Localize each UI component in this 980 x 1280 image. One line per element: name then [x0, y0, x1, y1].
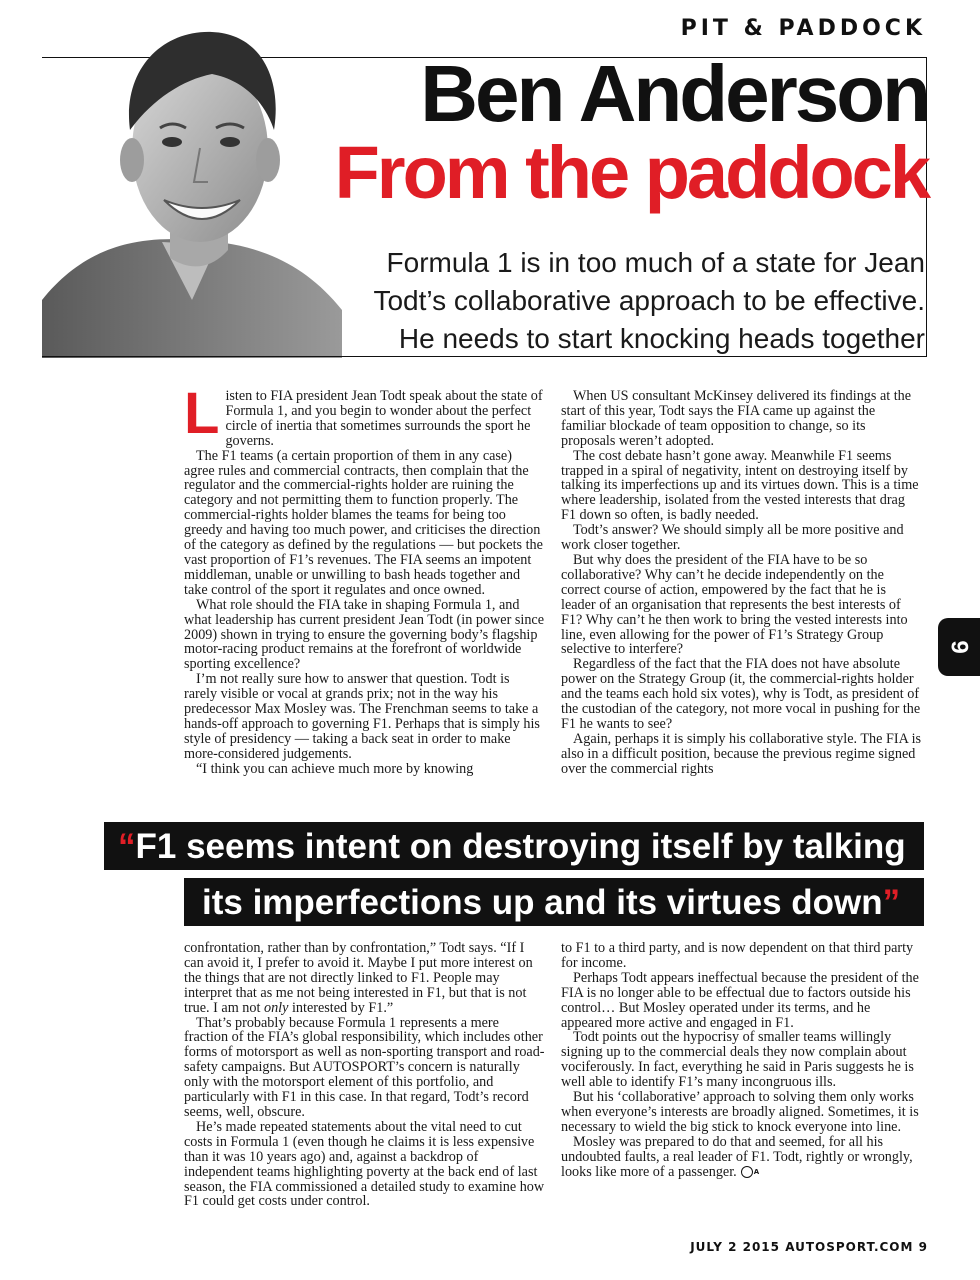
article-paragraph: Again, perhaps it is simply his collaborative style. The FIA is also in a difficult position, because the previous regime signed over the commercial rights [561, 730, 922, 777]
article-paragraph: That’s probably because Formula 1 represents a mere fraction of the FIA’s global responsibility, which includes other forms of motorsport as well as non-sporting transport and road-safety campaigns. But AUTOSPORT’s concern is naturally only with the motorsport element of this portfolio, and particularly with F1 in this case. In that regard, Todt’s record seems, well, obscure. [184, 1014, 545, 1120]
article-column-2-lower [561, 941, 923, 1180]
article-paragraph [561, 1135, 923, 1180]
article-paragraph: But why does the president of the FIA have to be so collaborative? Why can’t he decide independently on the correct course of action, empowered by the fact that he is leader of an organisation that represents the best interests of F1? Why can’t he then work to bring the vested interests into line, even allowing for the power of F1’s Strategy Group selective to interfere? [561, 551, 908, 658]
article-column-1-lower [184, 941, 546, 1209]
article-paragraph: I’m not really sure how to answer that question. Todt is rarely visible or vocal at grands prix; not in the way his predecessor Max Mosley was. The Frenchman seems to take a hands-off approach to governing F1. Perhaps that is simply his style of presidency — taking a back seat in order to make more-considered judgements. [184, 671, 540, 762]
article-paragraph: Todt points out the hypocrisy of smaller teams willingly signing up to the commercial deals they now complain about vociferously. In fact, everything he said in Paris suggests he is well able to identify F1’s many incongruous ills. [561, 1029, 914, 1091]
article-paragraph: He’s made repeated statements about the vital need to cut costs in Formula 1 (even though he claims it is less expensive than it was 10 years ago) and, against a backdrop of independent teams highlighting poverty at the back end of last season, the FIA commissioned a detailed study to examine how F1 could get costs under control. [184, 1118, 545, 1210]
author-portrait [42, 10, 352, 358]
section-label: PIT & PADDOCK [680, 16, 926, 41]
article-column-2-upper [561, 389, 923, 777]
article-paragraph: What role should the FIA take in shaping Formula 1, and what leadership has current president Jean Todt (in power since 2009) shown in trying to ensure the governing body’s flagship motor-racing product remains at the forefront of worldwide sporting excellence? [184, 596, 545, 673]
header-bottom-rule [42, 356, 927, 357]
author-name: Ben Anderson [420, 49, 928, 138]
page-number-tab [938, 618, 980, 676]
end-of-article-icon: A [741, 1166, 753, 1178]
article-paragraph: The cost debate hasn’t gone away. Meanwhile F1 seems trapped in a spiral of negativity, intent on destroying itself by talking its imperfections up and its virtues down. This is a time where leadership, isolated from the vested interests that drag F1 down so often, is badly needed. [561, 447, 919, 524]
footer-site: AUTOSPORT.COM [785, 1240, 914, 1254]
open-quote-mark: “ [118, 827, 136, 866]
article-paragraph: Regardless of the fact that the FIA does not have absolute power on the Strategy Group (it, the commercial-rights holder and the teams each hold six votes), why is Todt, as president of the custodian of the category, not more vocal in pushing for the F1 he wants to see? [561, 656, 921, 732]
drop-cap: L [184, 381, 220, 446]
pull-quote-line-1 [104, 822, 924, 870]
article-paragraph [184, 941, 546, 1016]
pull-quote-text-1: F1 seems intent on destroying itself by talking [135, 827, 906, 866]
article-paragraph: The F1 teams (a certain proportion of them in any case) agree rules and commercial contracts, then complain that the regulator and the commercial-rights holder are ruining the category and not permitting them to function properly. The commercial-rights holder blames the teams for being too greedy and having too much power, and criticises the direction of the category as defined by the regulations — but pockets the vast proportion of F1’s revenues. The FIA seems an impotent middleman, unable or unwilling to bash heads together and take control of the sport it regulates and once owned. [184, 447, 543, 598]
paragraph-text: isten to FIA president Jean Todt speak about the state of Formula 1, and you begin to wonder about the perfect circle of inertia that sometimes surrounds the sport he governs. [225, 388, 543, 449]
article-paragraph: Perhaps Todt appears ineffectual because the president of the FIA is no longer able to be effectual due to factors outside his control… But Mosley operated under its terms, and he appeared more active and engaged in F1. [561, 969, 919, 1031]
article-column-1-upper [184, 381, 546, 777]
article-paragraph: When US consultant McKinsey delivered its findings at the start of this year, Todt says the FIA came up against the familiar blockade of team opposition to change, so its proposals weren’t adopted. [561, 388, 912, 449]
article-paragraph: to F1 to a third party, and is now dependent on that third party for income. [561, 940, 914, 971]
pull-quote-line-2 [184, 878, 924, 926]
paragraph-text: interested by F1.” [288, 999, 394, 1016]
emphasis-text: only [263, 999, 289, 1016]
footer-date: JULY 2 2015 [690, 1240, 780, 1254]
article-paragraph [184, 381, 546, 449]
pull-quote-text-2: its imperfections up and its virtues down [202, 883, 883, 922]
footer-page-number: 9 [918, 1240, 928, 1254]
paragraph-text: confrontation, rather than by confrontation,” Todt says. “If I can avoid it, I prefer to avoid it. Maybe I put more interest on the things that are not directly linked to F1. People may interpret that as me not being interested in F1, but that is not true. I am not [184, 940, 533, 1016]
paragraph-text: Mosley was prepared to do that and seemed, for all his undoubted faults, a real leader of F1. Todt, rightly or wrongly, looks like more of a passenger. [561, 1133, 913, 1180]
article-paragraph: But his ‘collaborative’ approach to solving them only works when everyone’s interests are broadly aligned. Sometimes, it is necessary to wield the big stick to knock everyone into line. [561, 1089, 919, 1135]
standfirst: Formula 1 is in too much of a state for Jean Todt’s collaborative approach to be effective. He needs to start knocking heads together [373, 247, 925, 354]
article-paragraph: “I think you can achieve much more by knowing [196, 760, 474, 777]
close-quote-mark: ” [882, 883, 901, 922]
page-tab-number: 9 [945, 640, 973, 654]
page-footer [690, 1240, 928, 1254]
column-title: From the paddock [334, 131, 928, 214]
article-paragraph: Todt’s answer? We should simply all be more positive and work closer together. [561, 522, 904, 554]
